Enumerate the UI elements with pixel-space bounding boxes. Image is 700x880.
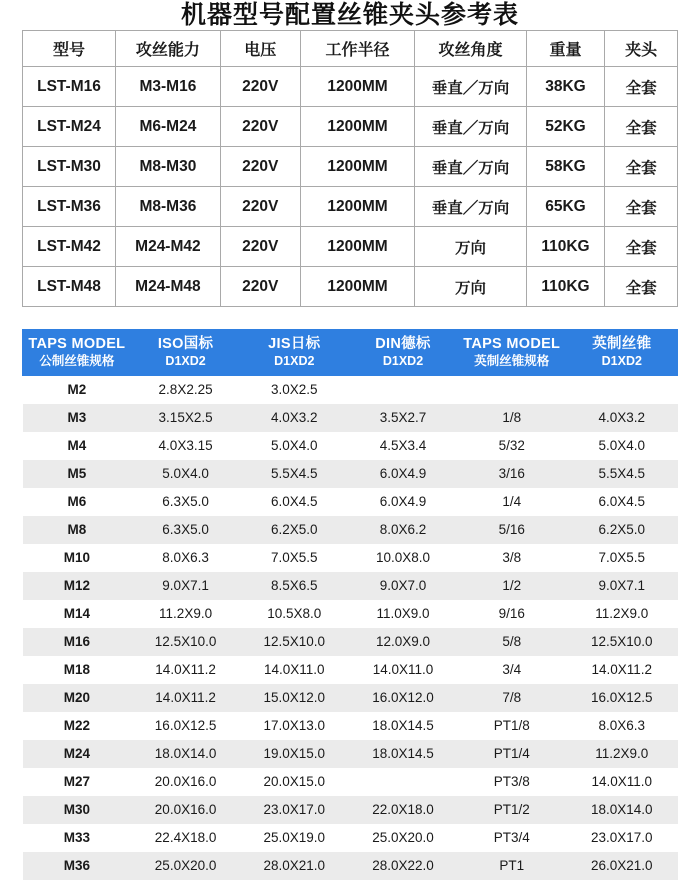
table-row — [23, 740, 678, 768]
taps-cell: PT3/8 — [457, 768, 566, 796]
taps-cell: 18.0X14.0 — [131, 740, 240, 768]
taps-cell: 5.5X4.5 — [566, 460, 677, 488]
taps-cell: M10 — [23, 544, 132, 572]
taps-cell: 5/32 — [457, 432, 566, 460]
machine-spec-table — [22, 30, 678, 307]
spec-cell: 万向 — [415, 227, 526, 267]
taps-cell: 28.0X21.0 — [240, 852, 349, 880]
taps-cell: 4.0X3.2 — [240, 404, 349, 432]
taps-cell: M6 — [23, 488, 132, 516]
taps-cell: 5/8 — [457, 628, 566, 656]
taps-cell — [349, 376, 458, 404]
taps-column-header — [457, 330, 566, 376]
taps-column-header — [240, 330, 349, 376]
spec-cell: 全套 — [605, 267, 678, 307]
taps-column-header — [23, 330, 132, 376]
taps-column-header — [566, 330, 677, 376]
taps-cell: 3.15X2.5 — [131, 404, 240, 432]
table-row — [23, 572, 678, 600]
spec-cell: 全套 — [605, 107, 678, 147]
spec-cell: 1200MM — [300, 147, 415, 187]
taps-column-header-sub: 公制丝锥规格 — [39, 354, 115, 368]
taps-cell: 4.5X3.4 — [349, 432, 458, 460]
taps-cell: 25.0X20.0 — [131, 852, 240, 880]
taps-cell: 18.0X14.5 — [349, 712, 458, 740]
taps-cell: 16.0X12.5 — [566, 684, 677, 712]
spec-cell: M24-M48 — [116, 267, 221, 307]
table-row — [23, 796, 678, 824]
taps-cell: 20.0X15.0 — [240, 768, 349, 796]
taps-cell: 18.0X14.0 — [566, 796, 677, 824]
taps-cell: 9/16 — [457, 600, 566, 628]
taps-cell: M2 — [23, 376, 132, 404]
table-row — [23, 824, 678, 852]
taps-cell: 6.3X5.0 — [131, 516, 240, 544]
taps-cell: 6.2X5.0 — [566, 516, 677, 544]
taps-cell: PT1/8 — [457, 712, 566, 740]
taps-cell: M3 — [23, 404, 132, 432]
taps-cell: PT1/4 — [457, 740, 566, 768]
table-row — [23, 227, 678, 267]
spec-cell: LST-M42 — [23, 227, 116, 267]
taps-cell: M4 — [23, 432, 132, 460]
taps-cell: 3/4 — [457, 656, 566, 684]
taps-cell: 16.0X12.5 — [131, 712, 240, 740]
taps-cell: PT1 — [457, 852, 566, 880]
table-row — [23, 544, 678, 572]
spec-cell: LST-M24 — [23, 107, 116, 147]
taps-cell: 14.0X11.2 — [566, 656, 677, 684]
taps-cell: 14.0X11.0 — [240, 656, 349, 684]
table-row — [23, 852, 678, 880]
taps-cell: 1/2 — [457, 572, 566, 600]
taps-cell: 25.0X19.0 — [240, 824, 349, 852]
taps-column-header — [349, 330, 458, 376]
table-row — [23, 628, 678, 656]
spec-cell: M8-M36 — [116, 187, 221, 227]
taps-cell: 18.0X14.5 — [349, 740, 458, 768]
spec-cell: 220V — [220, 107, 300, 147]
spec-column-header: 重量 — [526, 31, 605, 67]
taps-cell — [457, 376, 566, 404]
taps-cell: 8.0X6.3 — [566, 712, 677, 740]
spec-cell: 220V — [220, 147, 300, 187]
taps-cell: 7.0X5.5 — [566, 544, 677, 572]
taps-cell: 4.0X3.15 — [131, 432, 240, 460]
taps-cell: 7/8 — [457, 684, 566, 712]
spec-cell: 1200MM — [300, 267, 415, 307]
spec-cell: 110KG — [526, 267, 605, 307]
taps-column-header-sub: D1XD2 — [274, 354, 315, 368]
taps-cell — [349, 768, 458, 796]
taps-cell: M33 — [23, 824, 132, 852]
spec-cell: 垂直／万向 — [415, 147, 526, 187]
taps-column-header-main: TAPS MODEL — [463, 336, 561, 352]
taps-cell: 2.8X2.25 — [131, 376, 240, 404]
spec-cell: 220V — [220, 227, 300, 267]
taps-cell: 5.0X4.0 — [131, 460, 240, 488]
taps-cell: 14.0X11.2 — [131, 684, 240, 712]
taps-cell: 5.0X4.0 — [566, 432, 677, 460]
taps-column-header-main: TAPS MODEL — [28, 336, 126, 352]
spec-column-header: 攻丝能力 — [116, 31, 221, 67]
taps-cell: 14.0X11.2 — [131, 656, 240, 684]
taps-cell: 6.2X5.0 — [240, 516, 349, 544]
taps-spec-section — [0, 329, 700, 880]
machine-spec-section — [0, 30, 700, 307]
spec-column-header: 夹头 — [605, 31, 678, 67]
taps-cell: 3/8 — [457, 544, 566, 572]
table-row — [23, 107, 678, 147]
taps-cell: 20.0X16.0 — [131, 796, 240, 824]
spec-cell: M24-M42 — [116, 227, 221, 267]
spec-column-header: 攻丝角度 — [415, 31, 526, 67]
taps-cell: 5/16 — [457, 516, 566, 544]
spec-cell: 全套 — [605, 147, 678, 187]
taps-cell: 16.0X12.0 — [349, 684, 458, 712]
taps-cell: 6.0X4.9 — [349, 460, 458, 488]
spec-cell: 38KG — [526, 67, 605, 107]
spec-cell: M6-M24 — [116, 107, 221, 147]
table-row — [23, 684, 678, 712]
taps-cell: M18 — [23, 656, 132, 684]
table-row — [23, 656, 678, 684]
spec-cell: M3-M16 — [116, 67, 221, 107]
taps-cell: 11.2X9.0 — [566, 740, 677, 768]
taps-column-header-sub: D1XD2 — [165, 354, 206, 368]
taps-cell: 1/8 — [457, 404, 566, 432]
taps-cell: 12.5X10.0 — [240, 628, 349, 656]
taps-cell: 9.0X7.1 — [566, 572, 677, 600]
taps-cell: 15.0X12.0 — [240, 684, 349, 712]
taps-cell: M5 — [23, 460, 132, 488]
taps-cell: 9.0X7.0 — [349, 572, 458, 600]
taps-column-header-sub: D1XD2 — [382, 354, 424, 368]
taps-cell: M12 — [23, 572, 132, 600]
table-header-row — [23, 330, 678, 376]
taps-cell: 6.3X5.0 — [131, 488, 240, 516]
spec-cell: 220V — [220, 267, 300, 307]
taps-cell: M16 — [23, 628, 132, 656]
spec-cell: 52KG — [526, 107, 605, 147]
table-row — [23, 404, 678, 432]
spec-cell: LST-M16 — [23, 67, 116, 107]
spec-cell: 220V — [220, 67, 300, 107]
spec-cell: 58KG — [526, 147, 605, 187]
taps-cell: 5.5X4.5 — [240, 460, 349, 488]
taps-cell: 3.0X2.5 — [240, 376, 349, 404]
taps-column-header — [131, 330, 240, 376]
taps-cell: M20 — [23, 684, 132, 712]
taps-cell: 11.2X9.0 — [566, 600, 677, 628]
taps-cell: 9.0X7.1 — [131, 572, 240, 600]
taps-cell: 4.0X3.2 — [566, 404, 677, 432]
taps-cell: 11.0X9.0 — [349, 600, 458, 628]
taps-cell: 23.0X17.0 — [240, 796, 349, 824]
spec-cell: LST-M30 — [23, 147, 116, 187]
taps-cell: 8.0X6.3 — [131, 544, 240, 572]
taps-spec-table — [22, 329, 678, 880]
table-row — [23, 147, 678, 187]
taps-cell: 6.0X4.9 — [349, 488, 458, 516]
taps-cell: M14 — [23, 600, 132, 628]
spec-cell: 1200MM — [300, 187, 415, 227]
spec-cell: 全套 — [605, 187, 678, 227]
spec-cell: 垂直／万向 — [415, 187, 526, 227]
taps-column-header-main: 英制丝锥 — [592, 336, 652, 352]
taps-cell: 25.0X20.0 — [349, 824, 458, 852]
spec-cell: 垂直／万向 — [415, 107, 526, 147]
taps-cell: 6.0X4.5 — [566, 488, 677, 516]
taps-cell — [566, 376, 677, 404]
taps-cell: 14.0X11.0 — [349, 656, 458, 684]
taps-cell: 3.5X2.7 — [349, 404, 458, 432]
taps-cell: M22 — [23, 712, 132, 740]
taps-column-header-sub: D1XD2 — [601, 354, 642, 368]
table-row — [23, 67, 678, 107]
taps-cell: 5.0X4.0 — [240, 432, 349, 460]
taps-cell: M8 — [23, 516, 132, 544]
taps-cell: PT1/2 — [457, 796, 566, 824]
taps-cell: 3/16 — [457, 460, 566, 488]
spec-cell: 全套 — [605, 67, 678, 107]
spec-cell: LST-M48 — [23, 267, 116, 307]
spec-cell: M8-M30 — [116, 147, 221, 187]
taps-cell: M27 — [23, 768, 132, 796]
table-row — [23, 432, 678, 460]
table-row — [23, 376, 678, 404]
spec-cell: 万向 — [415, 267, 526, 307]
taps-cell: 23.0X17.0 — [566, 824, 677, 852]
taps-cell: 7.0X5.5 — [240, 544, 349, 572]
taps-column-header-main: ISO国标 — [157, 336, 214, 352]
taps-column-header-sub: 英制丝锥规格 — [474, 354, 550, 368]
taps-cell: PT3/4 — [457, 824, 566, 852]
table-row — [23, 460, 678, 488]
taps-cell: 10.5X8.0 — [240, 600, 349, 628]
spec-cell: 全套 — [605, 227, 678, 267]
table-row — [23, 768, 678, 796]
spec-column-header: 工作半径 — [300, 31, 415, 67]
taps-cell: 12.5X10.0 — [131, 628, 240, 656]
taps-cell: 26.0X21.0 — [566, 852, 677, 880]
taps-column-header-main: DIN德标 — [375, 336, 431, 352]
spec-cell: 1200MM — [300, 107, 415, 147]
taps-cell: 12.0X9.0 — [349, 628, 458, 656]
taps-cell: 14.0X11.0 — [566, 768, 677, 796]
table-header-row — [23, 31, 678, 67]
table-row — [23, 267, 678, 307]
taps-cell: 8.5X6.5 — [240, 572, 349, 600]
table-row — [23, 600, 678, 628]
taps-cell: 8.0X6.2 — [349, 516, 458, 544]
table-row — [23, 712, 678, 740]
spec-cell: 65KG — [526, 187, 605, 227]
spec-cell: 220V — [220, 187, 300, 227]
page-title: 机器型号配置丝锥夹头参考表 — [180, 1, 519, 29]
section-divider — [0, 307, 700, 329]
spec-column-header: 型号 — [23, 31, 116, 67]
taps-cell: M36 — [23, 852, 132, 880]
table-row — [23, 187, 678, 227]
taps-cell: 28.0X22.0 — [349, 852, 458, 880]
spec-cell: 1200MM — [300, 227, 415, 267]
taps-cell: 20.0X16.0 — [131, 768, 240, 796]
table-row — [23, 516, 678, 544]
spec-cell: LST-M36 — [23, 187, 116, 227]
table-row — [23, 488, 678, 516]
taps-cell: 17.0X13.0 — [240, 712, 349, 740]
taps-cell: 11.2X9.0 — [131, 600, 240, 628]
spec-cell: 1200MM — [300, 67, 415, 107]
taps-cell: 22.0X18.0 — [349, 796, 458, 824]
taps-cell: 19.0X15.0 — [240, 740, 349, 768]
taps-column-header-main: JIS日标 — [268, 336, 321, 352]
taps-cell: 1/4 — [457, 488, 566, 516]
taps-cell: 12.5X10.0 — [566, 628, 677, 656]
taps-cell: 6.0X4.5 — [240, 488, 349, 516]
taps-cell: M30 — [23, 796, 132, 824]
taps-cell: 10.0X8.0 — [349, 544, 458, 572]
spec-cell: 110KG — [526, 227, 605, 267]
taps-cell: M24 — [23, 740, 132, 768]
spec-column-header: 电压 — [220, 31, 300, 67]
taps-cell: 22.4X18.0 — [131, 824, 240, 852]
spec-cell: 垂直／万向 — [415, 67, 526, 107]
